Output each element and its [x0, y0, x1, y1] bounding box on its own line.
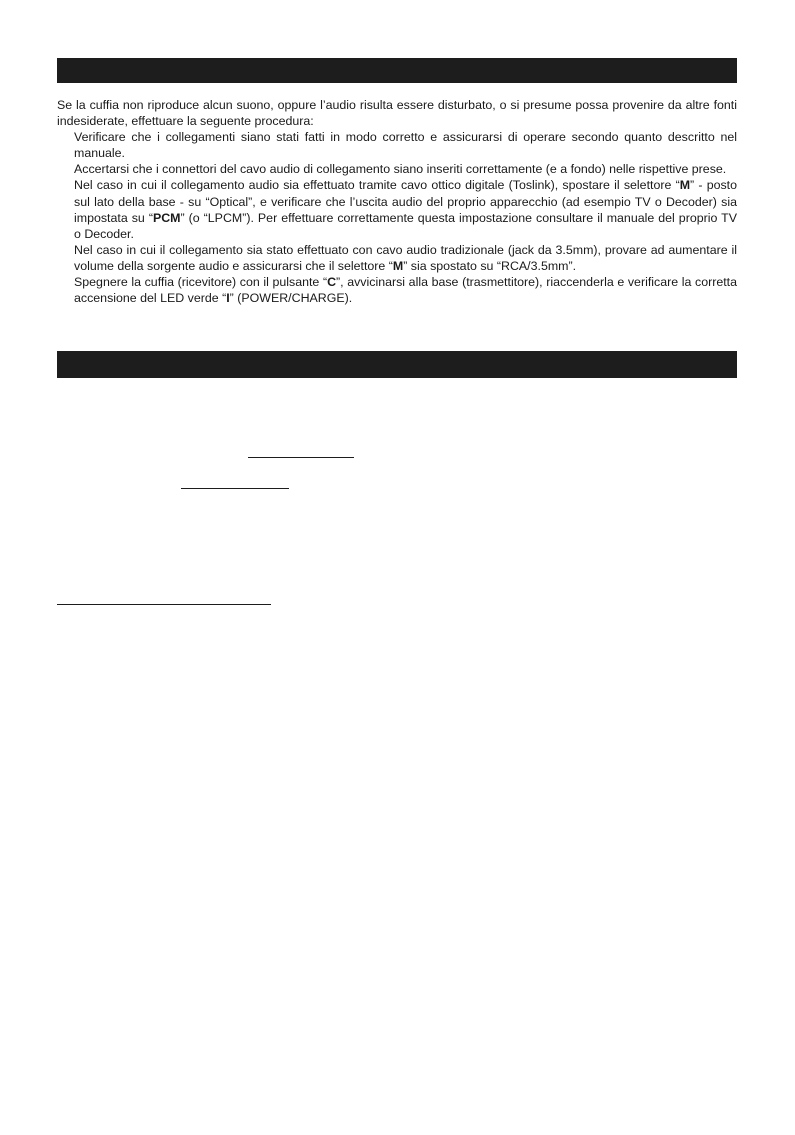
procedure-step-keyword: M [679, 178, 691, 193]
procedure-step-text: ” - posto sul lato della base - su “Optical”, e verificare che l’uscita audio del proprio apparecchio (ad esempio TV o Decoder) sia impostata su “ [74, 178, 738, 225]
troubleshooting-section [57, 97, 737, 306]
procedure-step-text: ” (POWER/CHARGE). [229, 291, 353, 306]
blank-fill-line [181, 488, 289, 489]
procedure-step [74, 242, 737, 274]
procedure-step-text: ” (o “LPCM”). Per effettuare correttamente questa impostazione consultare il manuale del proprio TV o Decoder. [74, 210, 737, 241]
procedure-steps-list [57, 129, 737, 306]
procedure-step [74, 129, 737, 161]
blank-fill-line [57, 604, 271, 605]
section-header-bar-troubleshooting [57, 58, 737, 83]
procedure-step-text: Verificare che i collegamenti siano stati fatti in modo corretto e assicurarsi di operare secondo quanto descritto nel manuale. [74, 130, 737, 161]
procedure-step-text: ”, avvicinarsi alla base (trasmettitore), riaccenderla e verificare la corretta accensione del LED verde “ [74, 275, 738, 306]
procedure-step-text: Nel caso in cui il collegamento audio sia effettuato tramite cavo ottico digitale (Toslink), spostare il selettore “ [74, 178, 680, 193]
section-header-bar-second [57, 351, 737, 378]
procedure-step-keyword: M [392, 258, 404, 273]
procedure-step [74, 177, 737, 241]
procedure-step [74, 274, 737, 306]
intro-paragraph: Se la cuffia non riproduce alcun suono, oppure l’audio risulta essere disturbato, o si presume possa provenire da altre fonti indesiderate, effettuare la seguente procedura: [57, 98, 737, 129]
procedure-step-text: ” sia spostato su “RCA/3.5mm”. [403, 258, 577, 273]
procedure-step-keyword: I [226, 291, 230, 306]
procedure-step-text: Accertarsi che i connettori del cavo audio di collegamento siano inseriti correttamente (e a fondo) nelle rispettive prese. [74, 162, 727, 177]
procedure-step [74, 161, 737, 177]
blank-fill-line [248, 457, 354, 458]
procedure-step-text: Nel caso in cui il collegamento sia stato effettuato con cavo audio tradizionale (jack da 3.5mm), provare ad aumentare il volume della sorgente audio e assicurarsi che il selettore “ [74, 242, 737, 273]
procedure-step-keyword: C [327, 275, 337, 290]
procedure-step-text: Spegnere la cuffia (ricevitore) con il pulsante “ [74, 275, 328, 290]
procedure-step-keyword: PCM [152, 210, 181, 225]
